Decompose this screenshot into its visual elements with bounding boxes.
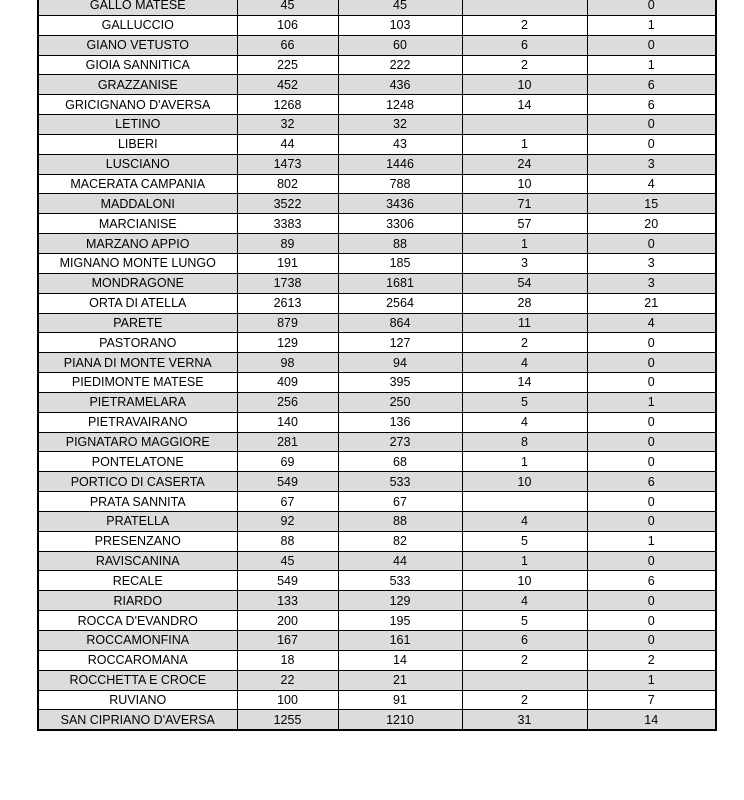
table-row — [38, 55, 716, 75]
municipality-name-cell: RUVIANO — [38, 690, 237, 710]
value-cell-1: 281 — [237, 432, 338, 452]
municipality-name-cell: PIETRAMELARA — [38, 392, 237, 412]
municipality-name-cell: PRESENZANO — [38, 531, 237, 551]
value-cell-3: 4 — [462, 412, 587, 432]
value-cell-1: 3522 — [237, 194, 338, 214]
municipality-name-cell: GALLO MATESE — [38, 0, 237, 15]
table-row — [38, 611, 716, 631]
value-cell-3: 24 — [462, 154, 587, 174]
value-cell-1: 549 — [237, 571, 338, 591]
value-cell-1: 44 — [237, 134, 338, 154]
municipality-name-cell: PIEDIMONTE MATESE — [38, 373, 237, 393]
value-cell-3: 4 — [462, 511, 587, 531]
value-cell-3: 10 — [462, 571, 587, 591]
table-row — [38, 35, 716, 55]
value-cell-3: 14 — [462, 373, 587, 393]
value-cell-4: 6 — [587, 75, 716, 95]
table-row — [38, 373, 716, 393]
value-cell-3: 71 — [462, 194, 587, 214]
value-cell-2: 14 — [338, 650, 462, 670]
table-row — [38, 234, 716, 254]
value-cell-4: 1 — [587, 531, 716, 551]
value-cell-1: 100 — [237, 690, 338, 710]
value-cell-4: 3 — [587, 273, 716, 293]
value-cell-4: 2 — [587, 650, 716, 670]
value-cell-1: 133 — [237, 591, 338, 611]
value-cell-2: 68 — [338, 452, 462, 472]
value-cell-1: 1738 — [237, 273, 338, 293]
value-cell-2: 103 — [338, 15, 462, 35]
value-cell-4: 3 — [587, 154, 716, 174]
value-cell-1: 802 — [237, 174, 338, 194]
value-cell-1: 1473 — [237, 154, 338, 174]
value-cell-2: 1248 — [338, 95, 462, 115]
value-cell-4: 0 — [587, 551, 716, 571]
value-cell-4: 0 — [587, 115, 716, 135]
value-cell-4: 0 — [587, 511, 716, 531]
value-cell-2: 273 — [338, 432, 462, 452]
value-cell-1: 1255 — [237, 710, 338, 730]
value-cell-2: 88 — [338, 511, 462, 531]
value-cell-2: 195 — [338, 611, 462, 631]
value-cell-1: 22 — [237, 670, 338, 690]
municipality-name-cell: SAN CIPRIANO D'AVERSA — [38, 710, 237, 730]
value-cell-4: 7 — [587, 690, 716, 710]
table-row — [38, 174, 716, 194]
value-cell-3: 1 — [462, 452, 587, 472]
table-row — [38, 0, 716, 15]
municipality-name-cell: PARETE — [38, 313, 237, 333]
value-cell-4: 15 — [587, 194, 716, 214]
value-cell-3: 8 — [462, 432, 587, 452]
municipality-name-cell: MADDALONI — [38, 194, 237, 214]
value-cell-2: 127 — [338, 333, 462, 353]
value-cell-1: 452 — [237, 75, 338, 95]
value-cell-3: 6 — [462, 631, 587, 651]
table-row — [38, 392, 716, 412]
municipality-name-cell: RECALE — [38, 571, 237, 591]
municipality-name-cell: RIARDO — [38, 591, 237, 611]
value-cell-4: 0 — [587, 353, 716, 373]
table-row — [38, 293, 716, 313]
table-row — [38, 690, 716, 710]
value-cell-1: 66 — [237, 35, 338, 55]
value-cell-3: 5 — [462, 531, 587, 551]
value-cell-4: 0 — [587, 35, 716, 55]
table-row — [38, 353, 716, 373]
value-cell-1: 191 — [237, 253, 338, 273]
value-cell-2: 88 — [338, 234, 462, 254]
table-row — [38, 511, 716, 531]
municipality-name-cell: PONTELATONE — [38, 452, 237, 472]
table-body — [38, 0, 716, 730]
value-cell-2: 161 — [338, 631, 462, 651]
municipality-name-cell: MIGNANO MONTE LUNGO — [38, 253, 237, 273]
value-cell-4: 0 — [587, 412, 716, 432]
value-cell-3: 10 — [462, 75, 587, 95]
value-cell-4: 0 — [587, 611, 716, 631]
table-row — [38, 591, 716, 611]
value-cell-3 — [462, 0, 587, 15]
table-row — [38, 551, 716, 571]
value-cell-3: 2 — [462, 650, 587, 670]
table-row — [38, 273, 716, 293]
value-cell-3: 11 — [462, 313, 587, 333]
value-cell-3: 4 — [462, 591, 587, 611]
value-cell-3: 57 — [462, 214, 587, 234]
value-cell-1: 3383 — [237, 214, 338, 234]
value-cell-4: 0 — [587, 234, 716, 254]
municipality-name-cell: PRATELLA — [38, 511, 237, 531]
value-cell-1: 92 — [237, 511, 338, 531]
value-cell-2: 44 — [338, 551, 462, 571]
municipality-name-cell: GIOIA SANNITICA — [38, 55, 237, 75]
value-cell-2: 185 — [338, 253, 462, 273]
table-row — [38, 253, 716, 273]
value-cell-4: 6 — [587, 571, 716, 591]
municipality-name-cell: ROCCA D'EVANDRO — [38, 611, 237, 631]
value-cell-2: 533 — [338, 571, 462, 591]
value-cell-1: 2613 — [237, 293, 338, 313]
value-cell-3: 4 — [462, 353, 587, 373]
value-cell-1: 98 — [237, 353, 338, 373]
value-cell-4: 1 — [587, 392, 716, 412]
table-row — [38, 313, 716, 333]
value-cell-2: 533 — [338, 472, 462, 492]
municipality-name-cell: PIGNATARO MAGGIORE — [38, 432, 237, 452]
value-cell-1: 45 — [237, 0, 338, 15]
value-cell-4: 4 — [587, 174, 716, 194]
value-cell-3: 2 — [462, 15, 587, 35]
value-cell-4: 0 — [587, 452, 716, 472]
value-cell-4: 0 — [587, 631, 716, 651]
value-cell-4: 0 — [587, 492, 716, 512]
value-cell-3: 5 — [462, 611, 587, 631]
value-cell-4: 0 — [587, 432, 716, 452]
value-cell-2: 395 — [338, 373, 462, 393]
value-cell-3: 10 — [462, 174, 587, 194]
value-cell-2: 94 — [338, 353, 462, 373]
value-cell-2: 250 — [338, 392, 462, 412]
value-cell-1: 45 — [237, 551, 338, 571]
municipality-name-cell: MARCIANISE — [38, 214, 237, 234]
municipality-name-cell: LUSCIANO — [38, 154, 237, 174]
value-cell-4: 21 — [587, 293, 716, 313]
value-cell-1: 69 — [237, 452, 338, 472]
value-cell-3: 2 — [462, 333, 587, 353]
municipality-name-cell: GALLUCCIO — [38, 15, 237, 35]
value-cell-3 — [462, 492, 587, 512]
value-cell-1: 549 — [237, 472, 338, 492]
value-cell-4: 1 — [587, 15, 716, 35]
table-row — [38, 492, 716, 512]
value-cell-3: 14 — [462, 95, 587, 115]
municipality-name-cell: ROCCAMONFINA — [38, 631, 237, 651]
table-row — [38, 115, 716, 135]
table-row — [38, 154, 716, 174]
value-cell-4: 6 — [587, 95, 716, 115]
value-cell-2: 1446 — [338, 154, 462, 174]
municipality-name-cell: MONDRAGONE — [38, 273, 237, 293]
municipality-name-cell: GRICIGNANO D'AVERSA — [38, 95, 237, 115]
value-cell-1: 1268 — [237, 95, 338, 115]
value-cell-4: 0 — [587, 373, 716, 393]
table-row — [38, 472, 716, 492]
value-cell-2: 21 — [338, 670, 462, 690]
value-cell-1: 106 — [237, 15, 338, 35]
value-cell-4: 0 — [587, 591, 716, 611]
municipality-name-cell: PIETRAVAIRANO — [38, 412, 237, 432]
value-cell-2: 788 — [338, 174, 462, 194]
value-cell-1: 225 — [237, 55, 338, 75]
value-cell-2: 82 — [338, 531, 462, 551]
value-cell-2: 67 — [338, 492, 462, 512]
table-row — [38, 432, 716, 452]
table-row — [38, 15, 716, 35]
municipality-data-table — [37, 0, 717, 731]
municipality-name-cell: PORTICO DI CASERTA — [38, 472, 237, 492]
value-cell-3: 1 — [462, 134, 587, 154]
table-row — [38, 531, 716, 551]
value-cell-3: 2 — [462, 690, 587, 710]
value-cell-2: 60 — [338, 35, 462, 55]
value-cell-1: 879 — [237, 313, 338, 333]
table-row — [38, 194, 716, 214]
value-cell-2: 3436 — [338, 194, 462, 214]
value-cell-2: 32 — [338, 115, 462, 135]
value-cell-3 — [462, 670, 587, 690]
value-cell-3: 3 — [462, 253, 587, 273]
municipality-name-cell: MACERATA CAMPANIA — [38, 174, 237, 194]
value-cell-1: 89 — [237, 234, 338, 254]
municipality-name-cell: ROCCHETTA E CROCE — [38, 670, 237, 690]
value-cell-3: 5 — [462, 392, 587, 412]
value-cell-2: 45 — [338, 0, 462, 15]
value-cell-3: 1 — [462, 551, 587, 571]
value-cell-2: 436 — [338, 75, 462, 95]
value-cell-3: 2 — [462, 55, 587, 75]
value-cell-1: 88 — [237, 531, 338, 551]
municipality-name-cell: ROCCAROMANA — [38, 650, 237, 670]
municipality-name-cell: LETINO — [38, 115, 237, 135]
municipality-name-cell: PRATA SANNITA — [38, 492, 237, 512]
table-row — [38, 333, 716, 353]
value-cell-2: 1210 — [338, 710, 462, 730]
table-row — [38, 95, 716, 115]
value-cell-3 — [462, 115, 587, 135]
value-cell-4: 0 — [587, 333, 716, 353]
municipality-name-cell: PASTORANO — [38, 333, 237, 353]
municipality-name-cell: PIANA DI MONTE VERNA — [38, 353, 237, 373]
table-row — [38, 571, 716, 591]
value-cell-3: 1 — [462, 234, 587, 254]
municipality-name-cell: GRAZZANISE — [38, 75, 237, 95]
value-cell-4: 1 — [587, 670, 716, 690]
table-row — [38, 134, 716, 154]
value-cell-1: 167 — [237, 631, 338, 651]
value-cell-2: 91 — [338, 690, 462, 710]
value-cell-3: 54 — [462, 273, 587, 293]
value-cell-2: 129 — [338, 591, 462, 611]
value-cell-1: 32 — [237, 115, 338, 135]
municipality-name-cell: MARZANO APPIO — [38, 234, 237, 254]
municipality-name-cell: ORTA DI ATELLA — [38, 293, 237, 313]
value-cell-4: 20 — [587, 214, 716, 234]
value-cell-4: 0 — [587, 134, 716, 154]
value-cell-2: 43 — [338, 134, 462, 154]
value-cell-2: 3306 — [338, 214, 462, 234]
value-cell-4: 14 — [587, 710, 716, 730]
table-row — [38, 650, 716, 670]
value-cell-1: 256 — [237, 392, 338, 412]
value-cell-3: 6 — [462, 35, 587, 55]
municipality-name-cell: LIBERI — [38, 134, 237, 154]
municipality-name-cell: GIANO VETUSTO — [38, 35, 237, 55]
value-cell-1: 67 — [237, 492, 338, 512]
value-cell-2: 222 — [338, 55, 462, 75]
value-cell-2: 1681 — [338, 273, 462, 293]
value-cell-2: 864 — [338, 313, 462, 333]
value-cell-4: 4 — [587, 313, 716, 333]
table-row — [38, 75, 716, 95]
value-cell-1: 140 — [237, 412, 338, 432]
table-row — [38, 412, 716, 432]
table-row — [38, 670, 716, 690]
value-cell-3: 31 — [462, 710, 587, 730]
table-row — [38, 452, 716, 472]
value-cell-4: 3 — [587, 253, 716, 273]
table-row — [38, 710, 716, 730]
value-cell-4: 0 — [587, 0, 716, 15]
value-cell-4: 1 — [587, 55, 716, 75]
value-cell-3: 10 — [462, 472, 587, 492]
value-cell-3: 28 — [462, 293, 587, 313]
value-cell-2: 136 — [338, 412, 462, 432]
value-cell-1: 200 — [237, 611, 338, 631]
table-row — [38, 214, 716, 234]
table-row — [38, 631, 716, 651]
value-cell-4: 6 — [587, 472, 716, 492]
municipality-name-cell: RAVISCANINA — [38, 551, 237, 571]
value-cell-1: 409 — [237, 373, 338, 393]
value-cell-2: 2564 — [338, 293, 462, 313]
value-cell-1: 129 — [237, 333, 338, 353]
value-cell-1: 18 — [237, 650, 338, 670]
